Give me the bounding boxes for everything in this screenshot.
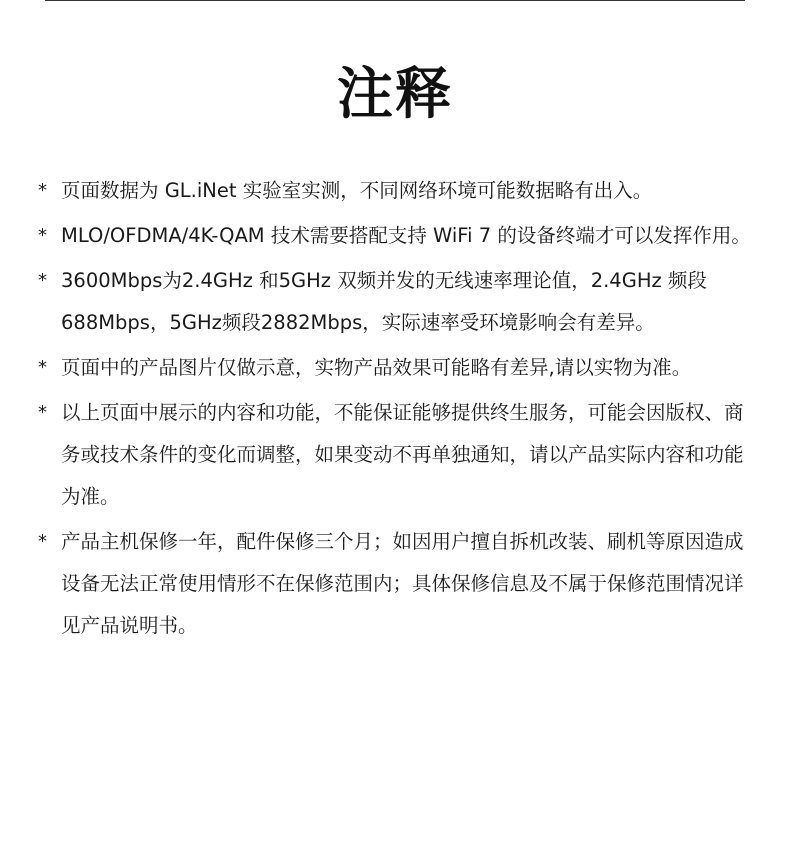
note-text: 产品主机保修一年，配件保修三个月；如因用户擅自拆机改装、刷机等原因造成设备无法正常使用情形不在保修范围内；具体保修信息及不属于保修范围情况详见产品说明书。 [61,530,744,637]
top-divider [45,0,745,1]
note-item [36,521,756,647]
note-text: 3600Mbps为2.4GHz 和5GHz 双频并发的无线速率理论值，2.4GHz 频段688Mbps，5GHz频段2882Mbps，实际速率受环境影响会有差异。 [61,269,707,334]
bullet-asterisk: * [38,270,47,291]
page-title: 注释 [337,62,453,127]
notes-list [36,170,756,650]
note-item [36,347,756,389]
bullet-asterisk: * [38,357,47,378]
note-item [36,260,756,344]
note-text: 以上页面中展示的内容和功能，不能保证能够提供终生服务，可能会因版权、商务或技术条件的变化而调整，如果变动不再单独通知，请以产品实际内容和功能为准。 [61,401,744,508]
bullet-asterisk: * [38,402,47,423]
bullet-asterisk: * [38,180,47,201]
bullet-asterisk: * [38,225,47,246]
note-item [36,215,756,257]
note-item [36,392,756,518]
note-text: 页面数据为 GL.iNet 实验室实测，不同网络环境可能数据略有出入。 [61,179,653,202]
note-text: MLO/OFDMA/4K-QAM 技术需要搭配支持 WiFi 7 的设备终端才可以发挥作用。 [61,224,751,247]
note-item [36,170,756,212]
note-text: 页面中的产品图片仅做示意，实物产品效果可能略有差异,请以实物为准。 [61,356,692,379]
bullet-asterisk: * [38,531,47,552]
